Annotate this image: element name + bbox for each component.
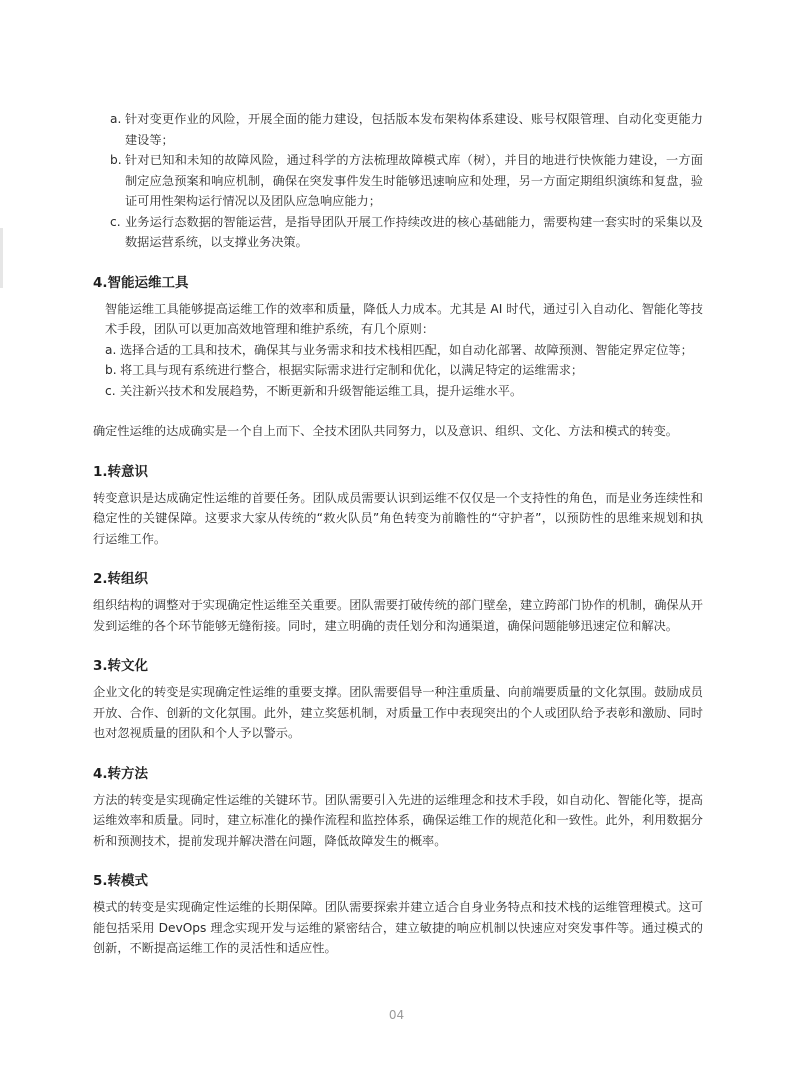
list-item [110, 109, 703, 150]
section-title-mode: 5.转模式 [93, 873, 149, 889]
list-item [105, 360, 703, 381]
list-marker: a. [110, 112, 122, 126]
section-body: 组织结构的调整对于实现确定性运维至关重要。团队需要打破传统的部门壁垒，建立跨部门协作的机制，确保从开发到运维的各个环节能够无缝衔接。同时，建立明确的责任划分和沟通渠道，确保问题能够迅速定位和解决。 [93, 598, 703, 633]
summary-paragraph: 确定性运维的达成确实是一个自上而下、全技术团队共同努力，以及意识、组织、文化、方法和模式的转变。 [93, 424, 678, 438]
section-title-organization: 2.转组织 [93, 571, 149, 587]
list-marker: c. [110, 214, 121, 229]
page-content [93, 109, 703, 959]
list-item [105, 381, 703, 402]
list-marker: c. [105, 383, 116, 398]
page-number: 04 [388, 1008, 405, 1022]
list-item-text: 选择合适的工具和技术，确保其与业务需求和技术栈相匹配，如自动化部署、故障预测、智能定界定位等； [120, 342, 693, 357]
list-item-text: 业务运行态数据的智能运营，是指导团队开展工作持续改进的核心基础能力，需要构建一套实时的采集以及数据运营系统，以支撑业务决策。 [125, 214, 703, 249]
list-item [110, 212, 703, 253]
section-title-mindset: 1.转意识 [93, 463, 149, 480]
section-body: 方法的转变是实现确定性运维的关键环节。团队需要引入先进的运维理念和技术手段，如自动化、智能化等，提高运维效率和质量。同时，建立标准化的操作流程和监控体系，确保运维工作的规范化和一致性。此外，利用数据分析和预测技术，提前发现并解决潜在问题，降低故障发生的概率。 [93, 792, 703, 848]
list-marker: b. [110, 153, 122, 167]
section-title-method: 4.转方法 [93, 765, 149, 782]
section-body: 转变意识是达成确定性运维的首要任务。团队成员需要认识到运维不仅仅是一个支持性的角色，而是业务连续性和稳定性的关键保障。这要求大家从传统的“救火队员”角色转变为前瞻性的“守护者”，以预防性的思维来规划和执行运维工作。 [93, 490, 703, 546]
list-item-text: 针对变更作业的风险，开展全面的能力建设，包括版本发布架构体系建设、账号权限管理、自动化变更能力建设等； [125, 112, 703, 147]
list-item [105, 340, 703, 361]
section-body: 模式的转变是实现确定性运维的长期保障。团队需要探索并建立适合自身业务特点和技术栈的运维管理模式。这可能包括采用 DevOps 理念实现开发与运维的紧密结合，建立敏捷的响应机制以快速应对突发事件等。通过模式的创新，不断提高运维工作的灵活性和适应性。 [93, 900, 703, 955]
section-body: 企业文化的转变是实现确定性运维的重要支撑。团队需要倡导一种注重质量、向前端要质量的文化氛围。鼓励成员开放、合作、创新的文化氛围。此外，建立奖惩机制，对质量工作中表现突出的个人或团队给予表彰和激励、同时也对忽视质量的团队和个人予以警示。 [93, 685, 703, 740]
list-item-text: 针对已知和未知的故障风险，通过科学的方法梳理故障模式库（树），并目的地进行快恢能力建设，一方面制定应急预案和响应机制，确保在突发事件发生时能够迅速响应和处理，另一方面定期组织演练和复盘，验证可用性架构运行情况以及团队应急响应能力； [125, 153, 703, 208]
section-title-culture: 3.转文化 [93, 658, 149, 674]
top-list [93, 109, 703, 253]
list-item-text: 关注新兴技术和发展趋势，不断更新和升级智能运维工具，提升运维水平。 [120, 383, 523, 398]
page-edge-decoration [0, 228, 3, 288]
list-marker: a. [105, 342, 117, 357]
section4-list [93, 340, 703, 402]
section-intro: 智能运维工具能够提高运维工作的效率和质量，降低人力成本。尤其是 AI 时代，通过引入自动化、智能化等技术手段，团队可以更加高效地管理和维护系统，有几个原则： [105, 301, 703, 336]
list-marker: b. [105, 363, 117, 377]
list-item-text: 将工具与现有系统进行整合，根据实际需求进行定制和优化，以满足特定的运维需求； [120, 363, 584, 377]
section-title-smart-ops-tools: 4.智能运维工具 [93, 274, 189, 291]
list-item [110, 150, 703, 212]
